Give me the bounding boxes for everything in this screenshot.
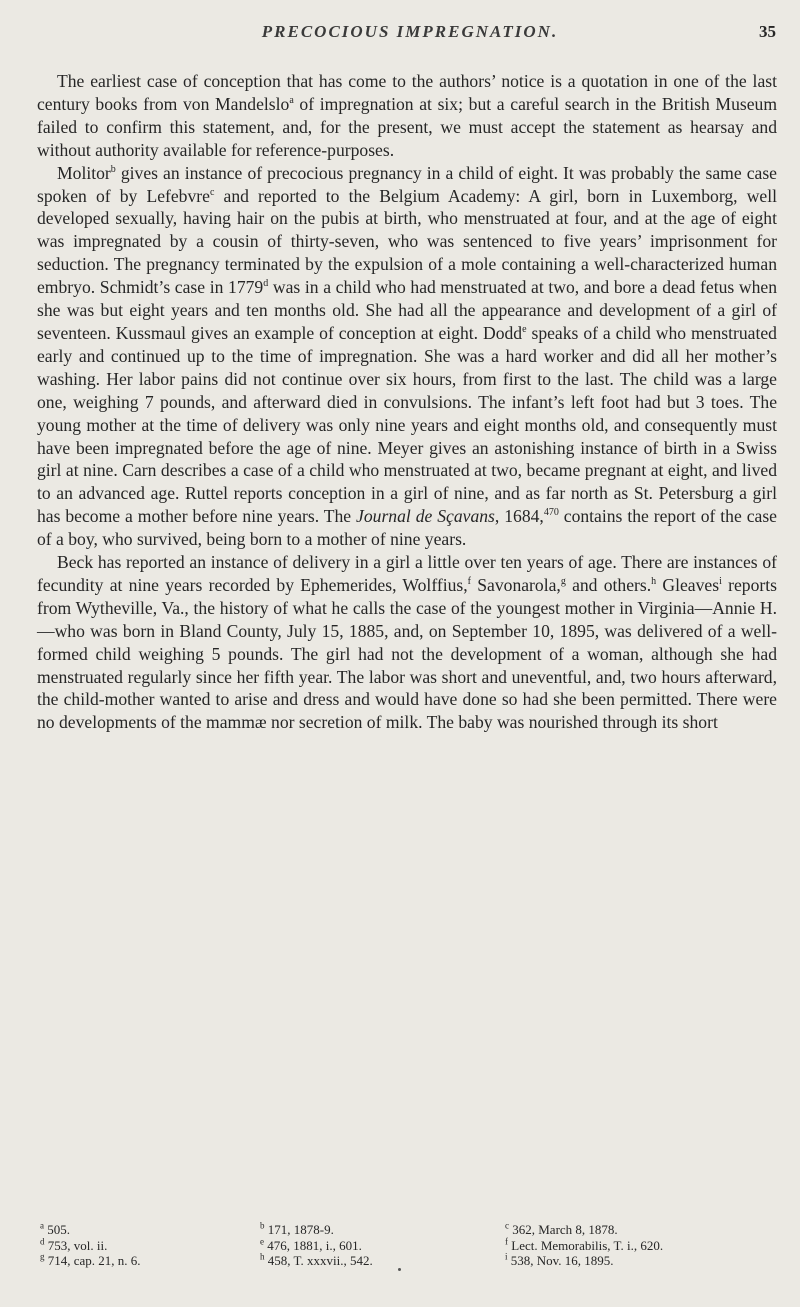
text-run: Savonarola, — [471, 574, 561, 595]
footnote-mark: a — [40, 1220, 44, 1231]
paragraph — [37, 162, 777, 551]
footnotes — [40, 1222, 780, 1269]
footnote — [40, 1238, 260, 1254]
text-run: reports from Wytheville, Va., the history of what he calls the case of the youngest mother in Virginia—Annie H.—who was born in Bland County, July 15, 1885, and, on September 10, 1895, was delivered of a well-formed child weighing 5 pounds. The girl had not the development of a woman, although she had menstruated regularly since her fifth year. The labor was short and uneventful, and, two hours afterward, the child-mother wanted to arise and dress and would have done so had she been permitted. There were no developments of the mammæ nor secretion of milk. The baby was nourished through its short — [37, 574, 777, 733]
footnote-ref: 470 — [543, 507, 559, 519]
footnote-ref: i — [719, 576, 722, 588]
footnote-text: 171, 1878-9. — [264, 1222, 334, 1237]
footnote — [40, 1253, 260, 1269]
footnote — [505, 1238, 780, 1254]
footnote — [260, 1238, 505, 1254]
footnote — [260, 1222, 505, 1238]
text-run: of impregnation at six; but a careful search in the British Museum failed to confirm this statement, and, for the present, we must accept the statement as hearsay and without authority available for reference-purposes. — [37, 93, 778, 160]
text-run: , 1684, — [494, 506, 544, 527]
footnote-ref: e — [522, 324, 527, 336]
footnote-ref: b — [110, 163, 116, 175]
paragraph — [37, 70, 777, 162]
footnote-ref: f — [467, 576, 471, 588]
text-run: contains the report of the case of a boy, who survived, being born to a mother of nine years. — [37, 506, 777, 550]
footnote — [40, 1222, 260, 1238]
footnote-mark: h — [260, 1251, 265, 1262]
footnote-text: 753, vol. ii. — [44, 1237, 108, 1253]
footnote-ref: d — [263, 278, 269, 290]
footnote-mark: c — [505, 1220, 509, 1231]
text-run: and reported to the Belgium Academy: A girl, born in Luxemborg, well developed sexually, having hair on the pubis at birth, who menstruated at four, and at the age of eight was impregnated by a cousin of thirty-seven, who was sentenced to five years’ imprisonment for seduction. The pregnancy terminated by the expulsion of a mole containing a well-characterized human embryo. Schmidt’s case in 1779 — [37, 185, 777, 298]
footnote-text: Lect. Memorabilis, T. i., 620. — [508, 1237, 664, 1253]
text-run: Molitor — [57, 162, 111, 183]
running-title: PRECOCIOUS IMPREGNATION. — [261, 22, 559, 41]
text-run: gives an instance of precocious pregnancy in a child of eight. It was probably the same case spoken of by Lefebvre — [37, 162, 777, 206]
footnote-mark: g — [40, 1251, 45, 1262]
footnote — [260, 1253, 505, 1269]
footnote-mark: f — [505, 1236, 508, 1247]
text-run: speaks of a child who menstruated early and continued up to the time of impregnation. She was a hard worker and did all her mother’s washing. Her labor pains did not continue over six hours, from first to the last. The child was a large one, weighing 7 pounds, and afterward died in convulsions. The infant’s left foot had but 3 toes. The young mother at the time of delivery was only nine years and eight months old, and consequently must have been impregnated before the age of nine. Meyer gives an astonishing instance of birth in a Swiss girl at nine. Carn describes a case of a child who menstruated at two, became pregnant at eight, and lived to an advanced age. Ruttel reports conception in a girl of nine, and as far north as St. Petersburg a girl has become a mother before nine years. The — [37, 322, 777, 527]
footnote-text: 714, cap. 21, n. 6. — [44, 1253, 141, 1269]
footnote-text: 505. — [44, 1222, 70, 1237]
footnote-text: 458, T. xxxvii., 542. — [264, 1253, 373, 1269]
footnote — [505, 1253, 780, 1269]
text-run: The earliest case of conception that has come to the authors’ notice is a quotation in one of the last century books from von Mandelslo — [37, 71, 777, 114]
footnote-text: 476, 1881, i., 601. — [264, 1237, 362, 1253]
text-run: Beck has reported an instance of delivery in a girl a little over ten years of age. There are instances of fecundity at nine years recorded by Ephemerides, Wolffius, — [37, 552, 777, 595]
footnote-text: 538, Nov. 16, 1895. — [507, 1253, 614, 1269]
footnote-ref: g — [560, 576, 566, 588]
footnote-ref: c — [209, 186, 215, 198]
italic-title: Journal de Sçavans — [356, 506, 495, 527]
footnote-ref: a — [289, 95, 294, 107]
page-speck — [398, 1268, 401, 1271]
body-text — [37, 70, 777, 734]
paragraph — [37, 551, 777, 734]
footnote-mark: e — [260, 1236, 264, 1247]
footnote-text: 362, March 8, 1878. — [509, 1222, 618, 1237]
text-run: was in a child who had menstruated at two, and bore a dead fetus when she was but eight years and ten months old. She had all the appearance and development of a girl of seventeen. Kussmaul gives an example of conception at eight. Dodd — [37, 277, 778, 343]
page-number: 35 — [759, 22, 776, 41]
footnote-ref: h — [651, 576, 657, 588]
text-run: and others. — [565, 574, 652, 595]
footnote-mark: i — [505, 1251, 508, 1262]
footnote — [505, 1222, 780, 1238]
running-head — [40, 22, 780, 46]
text-run: Gleaves — [656, 574, 720, 595]
footnote-mark: b — [260, 1220, 265, 1231]
footnote-mark: d — [40, 1236, 45, 1247]
